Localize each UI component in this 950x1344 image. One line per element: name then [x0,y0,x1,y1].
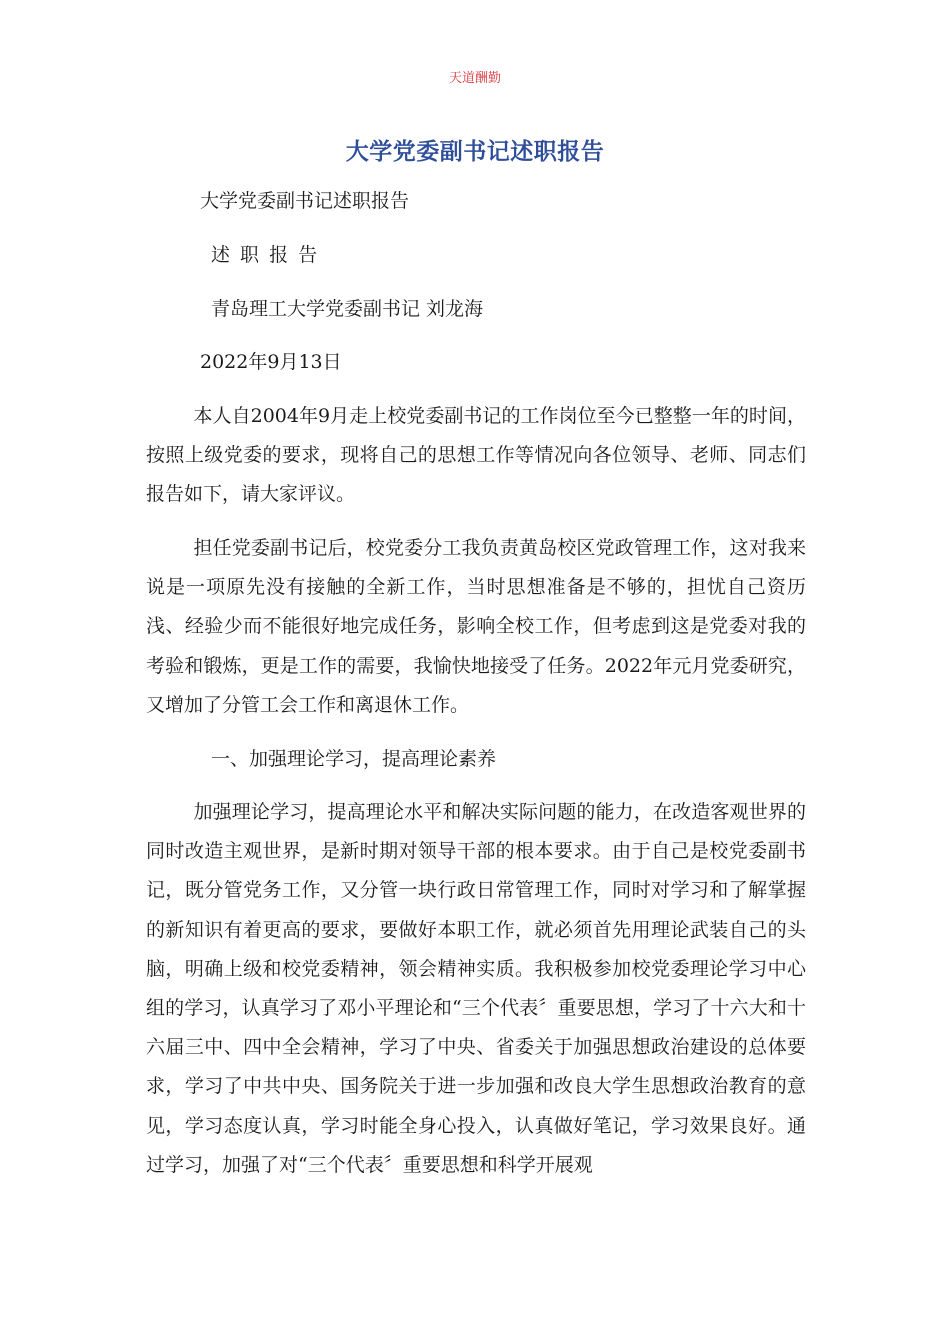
document-subtitle: 大学党委副书记述职报告 [200,190,410,212]
date-line: 2022年9月13日 [200,351,342,373]
paragraph-intro: 本人自2004年9月走上校党委副书记的工作岗位至今已整整一年的时间，按照上级党委的要求，现将自己的思想工作等情况向各位领导、老师、同志们报告如下，请大家评议。 [146,405,806,506]
report-heading: 述 职 报 告 [211,244,320,266]
paragraph-duties: 担任党委副书记后，校党委分工我负责黄岛校区党政管理工作，这对我来说是一项原先没有接触的全新工作，当时思想准备是不够的，担忧自己资历浅、经验少而不能很好地完成任务，影响全校工作，但考虑到这是党委对我的考验和锻炼，更是工作的需要，我愉快地接受了任务。2022年元月党委研究，又增加了分管工会工作和离退休工作。 [146,537,806,716]
author-line: 青岛理工大学党委副书记 刘龙海 [211,298,484,320]
section-heading: 一、加强理论学习，提高理论素养 [211,748,497,770]
paragraph-theory-study: 加强理论学习，提高理论水平和解决实际问题的能力，在改造客观世界的同时改造主观世界，是新时期对领导干部的根本要求。由于自己是校党委副书记，既分管党务工作，又分管一块行政日常管理工作，同时对学习和了解掌握的新知识有着更高的要求，要做好本职工作，就必须首先用理论武装自己的头脑，明确上级和校党委精神，领会精神实质。我积极参加校党委理论学习中心组的学习，认真学习了邓小平理论和“三个代表〞重要思想，学习了十六大和十六届三中、四中全会精神，学习了中央、省委关于加强思想政治建设的总体要求，学习了中共中央、国务院关于进一步加强和改良大学生思想政治教育的意见，学习态度认真，学习时能全身心投入，认真做好笔记，学习效果良好。通过学习，加强了对“三个代表〞重要思想和科学开展观 [146,801,806,1176]
header-text: 天道酬勤 [448,71,501,86]
document-title: 大学党委副书记述职报告 [345,139,605,165]
